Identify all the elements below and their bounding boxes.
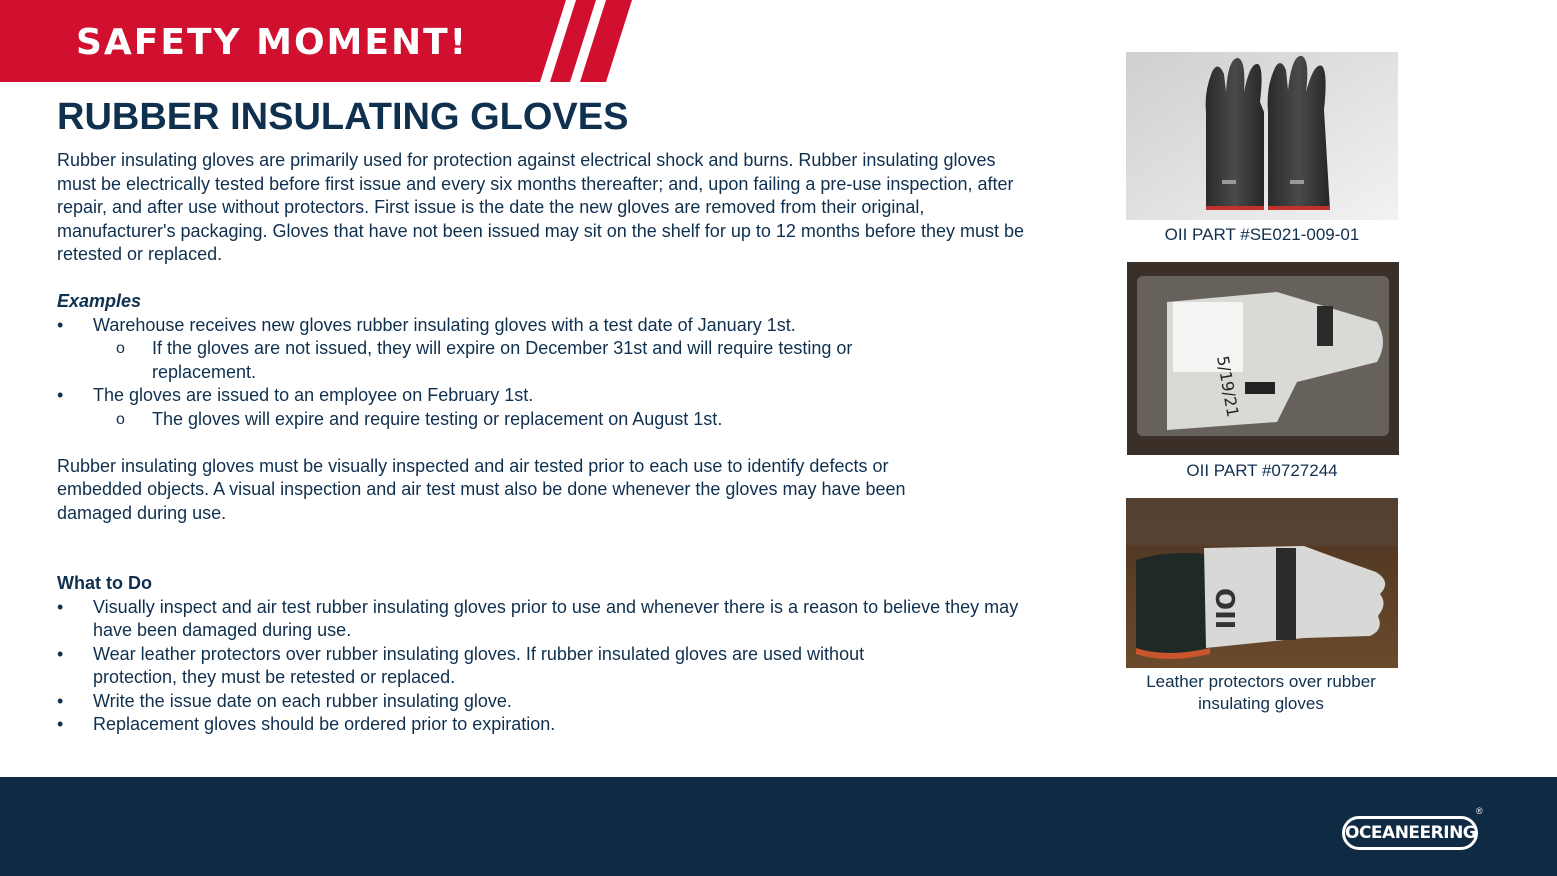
what-to-do-list <box>57 596 1027 737</box>
safety-moment-banner <box>0 0 640 82</box>
what-to-do-heading: What to Do <box>57 573 152 593</box>
sub-list-item: o The gloves will expire and require testing or replacement on August 1st. <box>93 408 1027 432</box>
page-title: RUBBER INSULATING GLOVES <box>57 96 629 138</box>
banner-title: SAFETY MOMENT! <box>76 22 469 63</box>
svg-text:5/19/21: 5/19/21 <box>1213 354 1243 419</box>
sub-list <box>93 337 1027 384</box>
figure-caption: OII PART #SE021-009-01 <box>1164 225 1360 244</box>
list-item <box>57 384 1027 431</box>
examples-list <box>57 314 1027 432</box>
leather-protector-photo <box>1126 498 1398 668</box>
list-item <box>57 314 1027 385</box>
figure-caption: Leather protectors over rubber insulating gloves <box>1146 672 1376 713</box>
sub-list-item: o If the gloves are not issued, they will expire on December 31st and will require testing or replacement. <box>93 337 912 384</box>
figure-caption: OII PART #0727244 <box>1186 461 1338 480</box>
intro-paragraph: Rubber insulating gloves are primarily used for protection against electrical shock and burns. Rubber insulating gloves must be electrically tested before first issue and every six months thereafter; and, upon failing a pre-use inspection, after repair, and after use without protectors. First issue is the date the new gloves are removed from their original, manufacturer's packaging. Gloves that have not been issued may sit on the shelf for up to 12 months before they must be retested or replaced. <box>57 150 1024 264</box>
sub-list <box>93 408 1027 432</box>
example-text: Warehouse receives new gloves rubber insulating gloves with a test date of January 1st. <box>93 314 796 335</box>
example-text: The gloves are issued to an employee on February 1st. <box>93 385 534 405</box>
inspection-paragraph: Rubber insulating gloves must be visually inspected and air tested prior to each use to identify defects or embedded objects. A visual inspection and air test must also be done whenever the gloves may have been damaged during use. <box>57 455 906 523</box>
main-content <box>57 149 1027 737</box>
packaged-protectors-photo <box>1127 262 1399 455</box>
list-item: • Write the issue date on each rubber insulating glove. <box>57 690 1027 714</box>
rubber-gloves-photo <box>1126 52 1398 220</box>
oceaneering-logo: OCEANEERING <box>1342 816 1478 850</box>
svg-text:OII: OII <box>1209 588 1239 630</box>
list-item: • Visually inspect and air test rubber insulating gloves prior to use and whenever there is a reason to believe they may have been damaged during use. <box>57 596 1027 643</box>
list-item: • Wear leather protectors over rubber insulating gloves. If rubber insulated gloves are used without protection, they must be retested or replaced. <box>57 643 943 690</box>
examples-heading: Examples <box>57 291 142 311</box>
list-item: • Replacement gloves should be ordered prior to expiration. <box>57 713 1027 737</box>
registered-mark: ® <box>1476 806 1483 816</box>
footer-bar <box>0 777 1557 876</box>
